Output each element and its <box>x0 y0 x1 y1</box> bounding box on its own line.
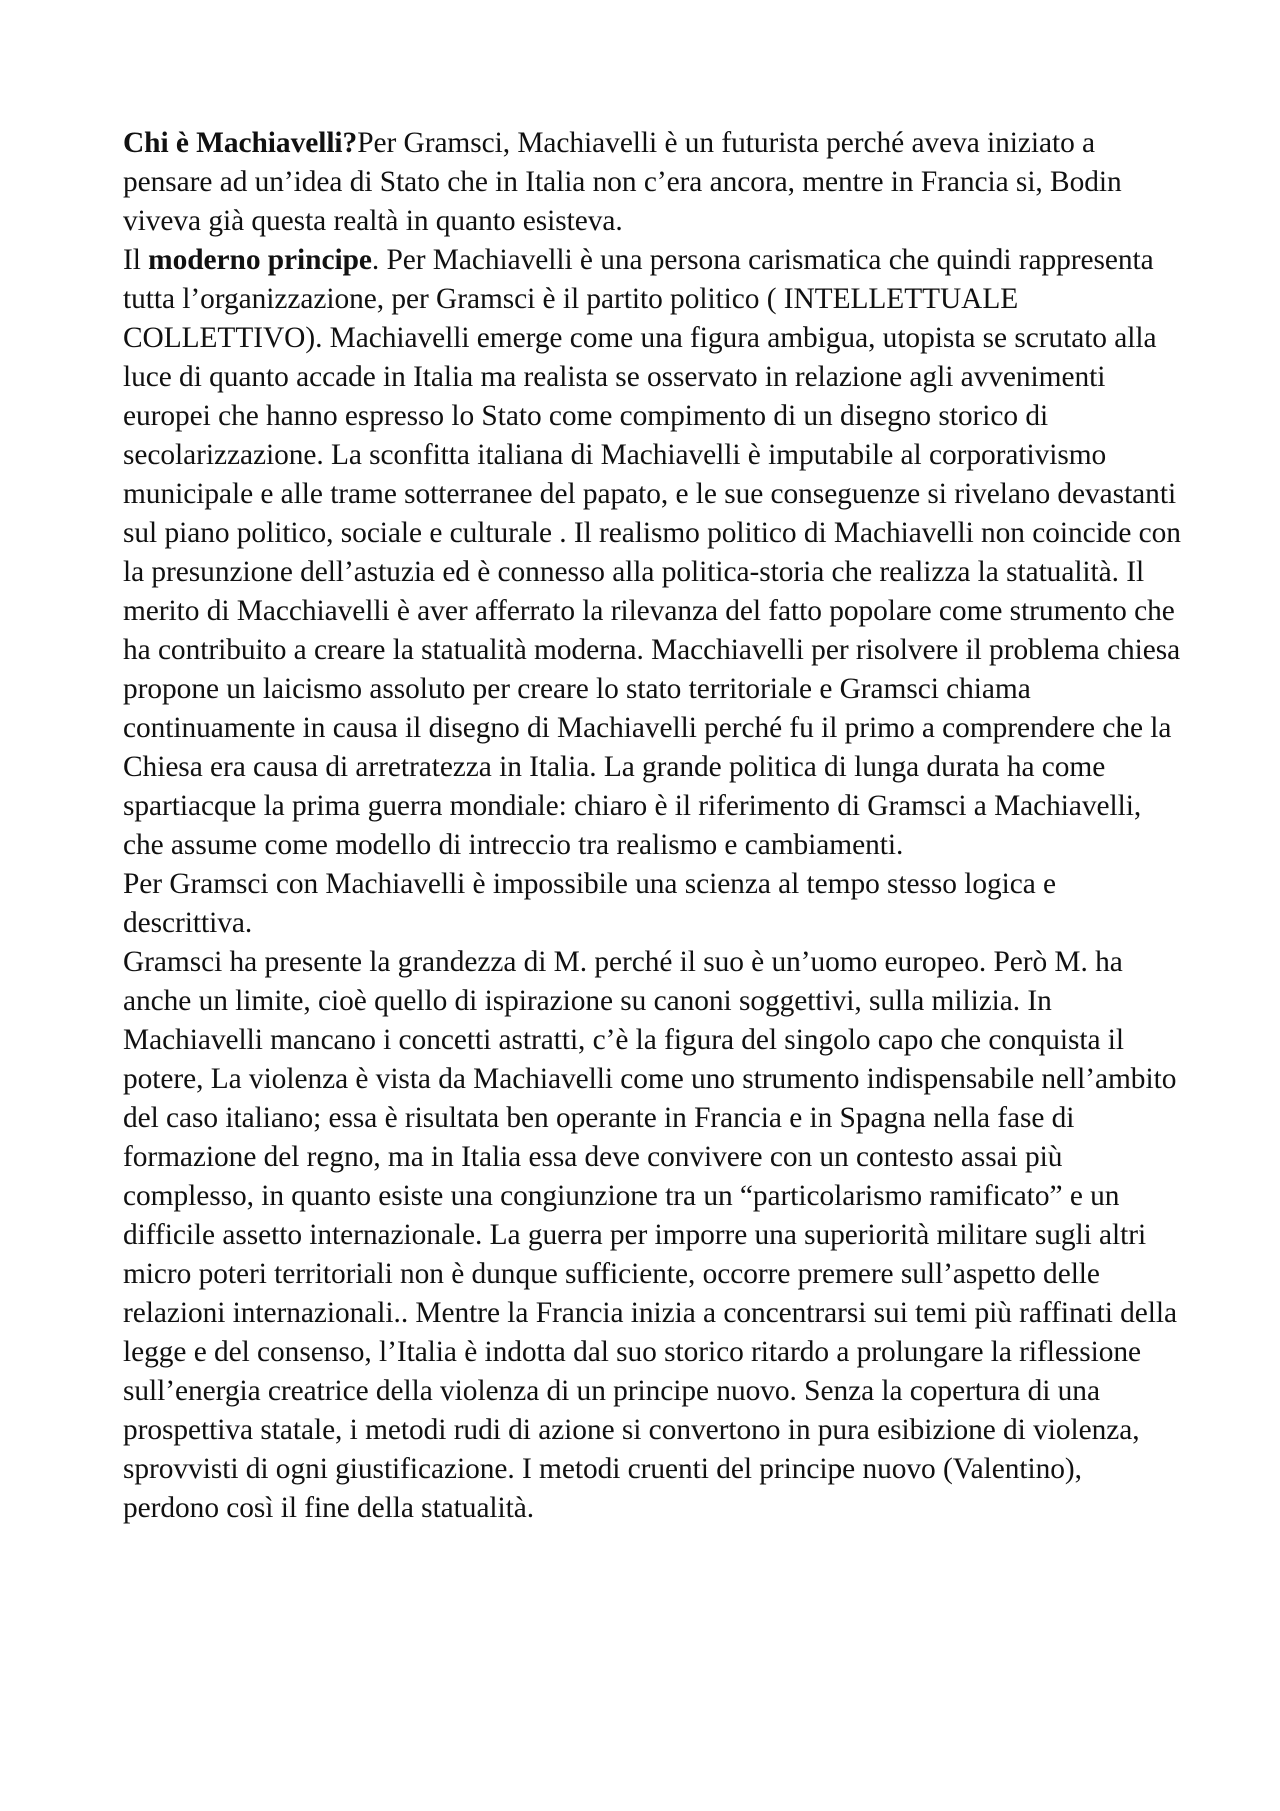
paragraph-text: Gramsci ha presente la grandezza di M. perché il suo è un’uomo europeo. Però M. ha anche un limite, cioè quello di ispirazione su canoni soggettivi, sulla milizia. In Machiavelli mancano i concetti astratti, c’è la figura del singolo capo che conquista il potere, La violenza è vista da Machiavelli come uno strumento indispensabile nell’ambito del caso italiano; essa è risultata ben operante in Francia e in Spagna nella fase di formazione del regno, ma in Italia essa deve convivere con un contesto assai più complesso, in quanto esiste una congiunzione tra un “particolarismo ramificato” e un difficile assetto internazionale. La guerra per imporre una superiorità militare sugli altri micro poteri territoriali non è dunque sufficiente, occorre premere sull’aspetto delle relazioni internazionali.. Mentre la Francia inizia a concentrarsi sui temi più raffinati della legge e del consenso, l’Italia è indotta dal suo storico ritardo a prolungare la riflessione sull’energia creatrice della violenza di un principe nuovo. Senza la copertura di una prospettiva statale, i metodi rudi di azione si convertono in pura esibizione di violenza, sprovvisti di ogni giustificazione. I metodi cruenti del principe nuovo (Valentino), perdono così il fine della statualità. <box>123 946 1177 1524</box>
heading-moderno-principe: moderno principe <box>148 244 372 276</box>
paragraph-moderno-principe <box>123 241 1183 865</box>
paragraph-text: Per Gramsci, Machiavelli è un futurista perché aveva iniziato a pensare ad un’idea di Stato che in Italia non c’era ancora, mentre in Francia si, Bodin viveva già questa realtà in quanto esisteva. <box>123 127 1122 237</box>
paragraph-grandezza <box>123 943 1183 1528</box>
paragraph-scienza <box>123 865 1183 943</box>
paragraph-text: Per Gramsci con Machiavelli è impossibile una scienza al tempo stesso logica e descrittiva. <box>123 868 1057 939</box>
paragraph-text: . Per Machiavelli è una persona carismatica che quindi rappresenta tutta l’organizzazione, per Gramsci è il partito politico ( INTELLETTUALE COLLETTIVO). Machiavelli emerge come una figura ambigua, utopista se scrutato alla luce di quanto accade in Italia ma realista se osservato in relazione agli avvenimenti europei che hanno espresso lo Stato come compimento di un disegno storico di secolarizzazione. La sconfitta italiana di Machiavelli è imputabile al corporativismo municipale e alle trame sotterranee del papato, e le sue conseguenze si rivelano devastanti sul piano politico, sociale e culturale . Il realismo politico di Machiavelli non coincide con la presunzione dell’astuzia ed è connesso alla politica-storia che realizza la statualità. Il merito di Macchiavelli è aver afferrato la rilevanza del fatto popolare come strumento che ha contribuito a creare la statualità moderna. Macchiavelli per risolvere il problema chiesa propone un laicismo assoluto per creare lo stato territoriale e Gramsci chiama continuamente in causa il disegno di Machiavelli perché fu il primo a comprendere che la Chiesa era causa di arretratezza in Italia. La grande politica di lunga durata ha come spartiacque la prima guerra mondiale: chiaro è il riferimento di Gramsci a Machiavelli, che assume come modello di intreccio tra realismo e cambiamenti. <box>123 244 1181 861</box>
document-body <box>123 124 1183 1528</box>
heading-chi-e-machiavelli: Chi è Machiavelli? <box>123 127 358 159</box>
paragraph-chi-e-machiavelli <box>123 124 1183 241</box>
paragraph-prefix: Il <box>123 244 149 276</box>
